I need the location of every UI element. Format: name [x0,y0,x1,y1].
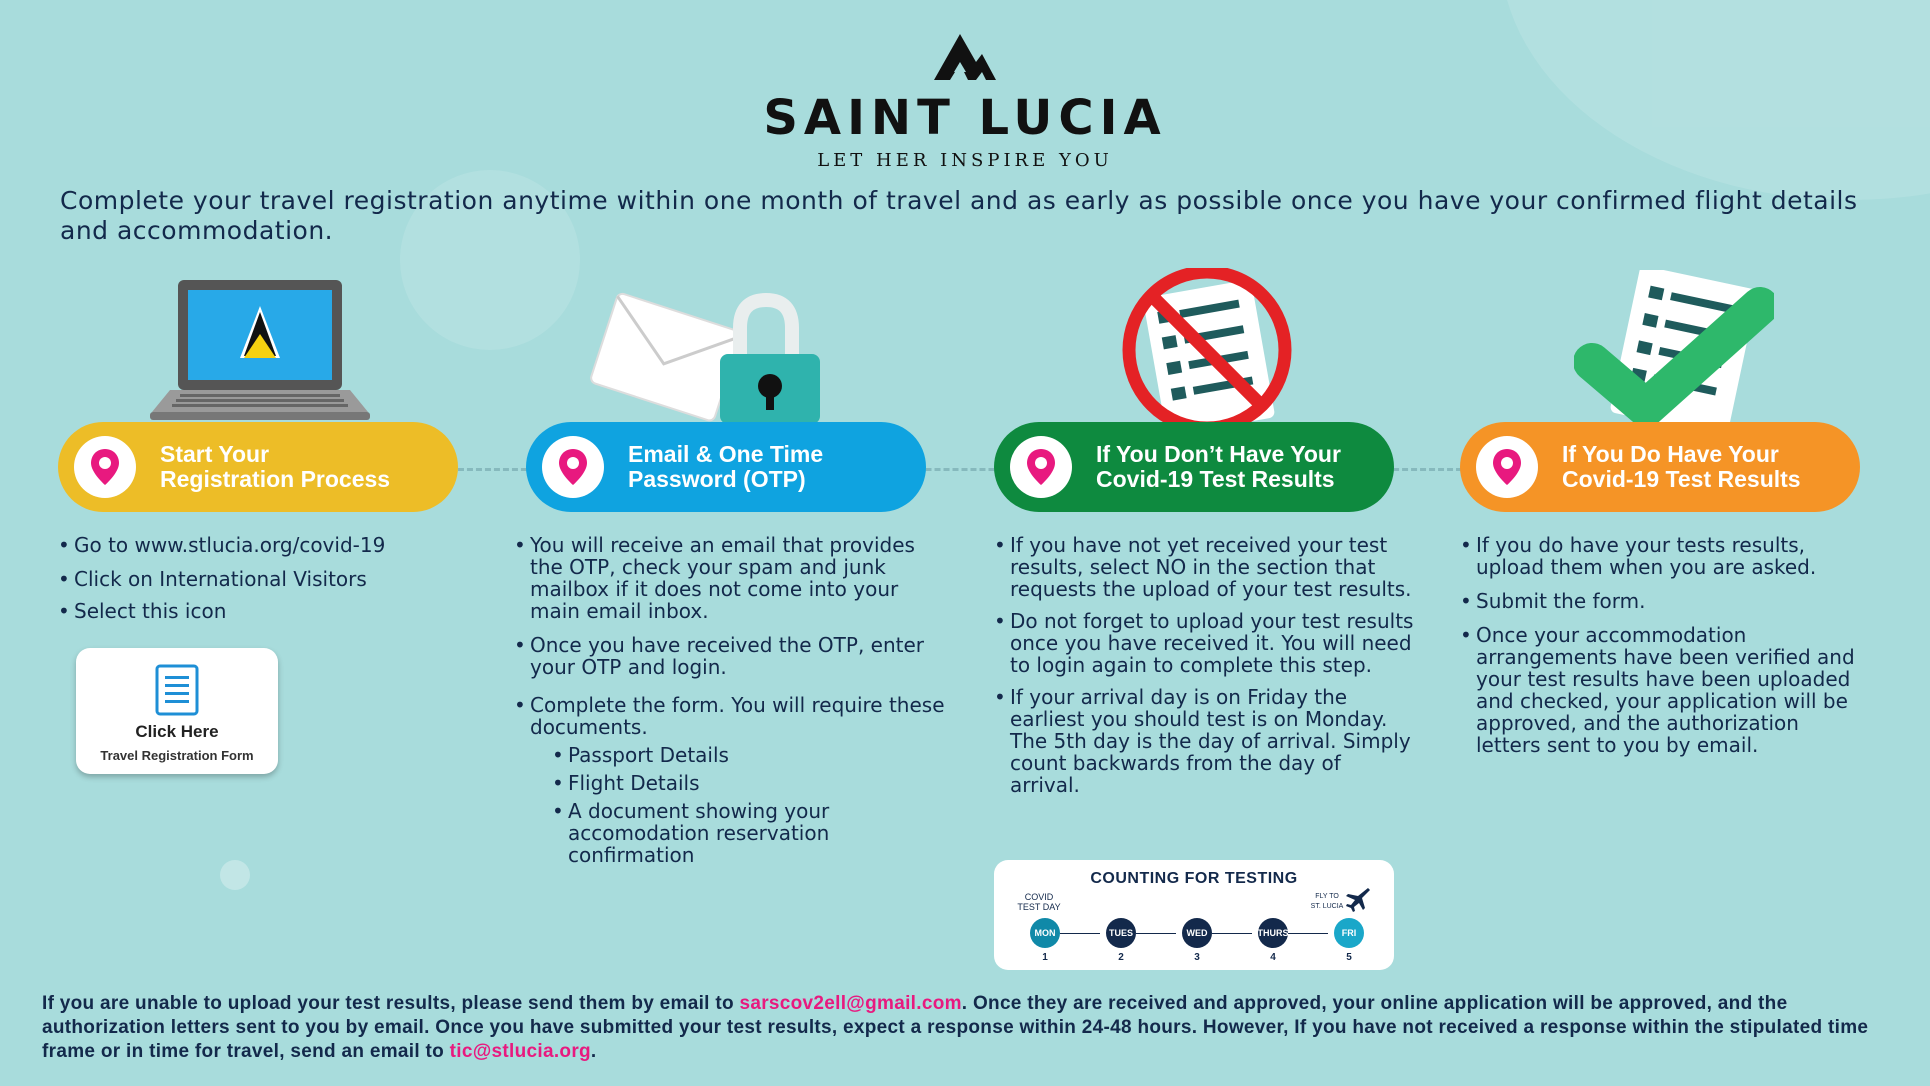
list-item: • You will receive an email that provides the OTP, check your spam and junk mailbox if it does not come into your main email inbox. [514,534,954,622]
day-number: 5 [1346,952,1352,963]
pin-circle [1476,436,1538,498]
day-connector [1060,933,1100,934]
step-3-title: If You Don’t Have Your Covid-19 Test Results [1096,441,1341,492]
intro-text: Complete your travel registration anytime within one month of travel and as early as possible once you have your confirmed flight details and accommodation. [60,186,1858,245]
counting-for-testing-card [994,860,1394,970]
pin-circle [542,436,604,498]
step-2-pill [526,422,926,512]
day-circle-thurs: THURS [1258,918,1288,948]
day-number: 3 [1194,952,1200,963]
list-item: • Complete the form. You will require these documents. [514,694,954,738]
airplane-icon [1344,886,1370,912]
day-circle-tues: TUES [1106,918,1136,948]
list-item: • Flight Details [552,772,954,794]
checklist-approved-icon [1574,270,1774,430]
list-item: • Once you have received the OTP, enter your OTP and login. [514,634,954,678]
counting-title: COUNTING FOR TESTING [1090,870,1298,887]
step-1-pill [58,422,458,512]
step-4-title: If You Do Have Your Covid-19 Test Results [1562,441,1801,492]
list-item: • A document showing your accomodation reservation confirmation [552,800,852,866]
step-3-instructions [994,534,1414,796]
pin-circle [74,436,136,498]
form-card-label: Click Here [135,722,219,741]
email-link-tic[interactable]: tic@stlucia.org [449,1041,591,1062]
list-item: • Do not forget to upload your test results once you have received it. You will need to login again to complete this step. [994,610,1414,676]
required-documents-list [552,744,954,866]
list-item: • If you have not yet received your test results, select NO in the section that requests the upload of your test results. [994,534,1414,600]
email-link-sarscov[interactable]: sarscov2ell@gmail.com [739,993,962,1014]
list-item: • Click on International Visitors [58,568,458,590]
step-3-pill [994,422,1394,512]
map-pin-icon [1025,447,1057,487]
brand-logo [0,30,1930,171]
day-number: 1 [1042,952,1048,963]
email-lock-icon [590,290,830,424]
laptop-icon [150,278,370,422]
brand-tagline: LET HER INSPIRE YOU [817,150,1113,171]
pin-circle [1010,436,1072,498]
footer-text: . Once they are received and approved, your online application will be approved, and the authorization letters sent to you by email. Once you have submitted your test results, expect a response within 24-48 hours. However, If you have not received a response within the stipulated time frame or in time for travel, send an email to [42,993,1869,1062]
list-item: • Go to www.stlucia.org/covid-19 [58,534,458,556]
covid-test-day-label: COVID TEST DAY [1017,892,1061,912]
list-item: • If your arrival day is on Friday the earliest you should test is on Monday. The 5th day is the day of arrival. Simply count backwards from the day of arrival. [994,686,1414,796]
step-4-pill [1460,422,1860,512]
footer-text: If you are unable to upload your test results, please send them by email to [42,993,740,1014]
travel-registration-form-button[interactable] [76,648,278,774]
day-number: 2 [1118,952,1124,963]
list-item: • Once your accommodation arrangements have been verified and your test results have been uploaded and checked, your application will be approved, and the authorization letters sent to you by email. [1460,624,1860,756]
no-checklist-icon [1114,268,1300,428]
day-circle-fri: FRI [1334,918,1364,948]
footer-note [42,992,1892,1064]
map-pin-icon [557,447,589,487]
brand-mark-icon [930,30,1000,84]
fly-to-label: FLY TO ST. LUCIA [1310,893,1344,910]
day-circle-mon: MON [1030,918,1060,948]
step-2-title: Email & One Time Password (OTP) [628,441,824,492]
day-circle-wed: WED [1182,918,1212,948]
footer-text: . [590,1041,597,1062]
day-number: 4 [1270,952,1276,963]
step-1-instructions [58,534,458,622]
step-2-instructions [514,534,954,872]
day-connector [1212,933,1252,934]
step-1-title: Start Your Registration Process [160,441,391,492]
brand-name: SAINT LUCIA [763,90,1167,146]
list-item: • Select this icon [58,600,458,622]
list-item: • Passport Details [552,744,954,766]
list-item: • If you do have your tests results, upload them when you are asked. [1460,534,1860,578]
form-card-caption: Travel Registration Form [100,748,254,763]
list-item: • Submit the form. [1460,590,1860,612]
day-connector [1288,933,1328,934]
map-pin-icon [89,447,121,487]
map-pin-icon [1491,447,1523,487]
day-connector [1136,933,1176,934]
document-icon [155,664,199,716]
step-4-instructions [1460,534,1860,756]
background-blob [220,860,250,890]
